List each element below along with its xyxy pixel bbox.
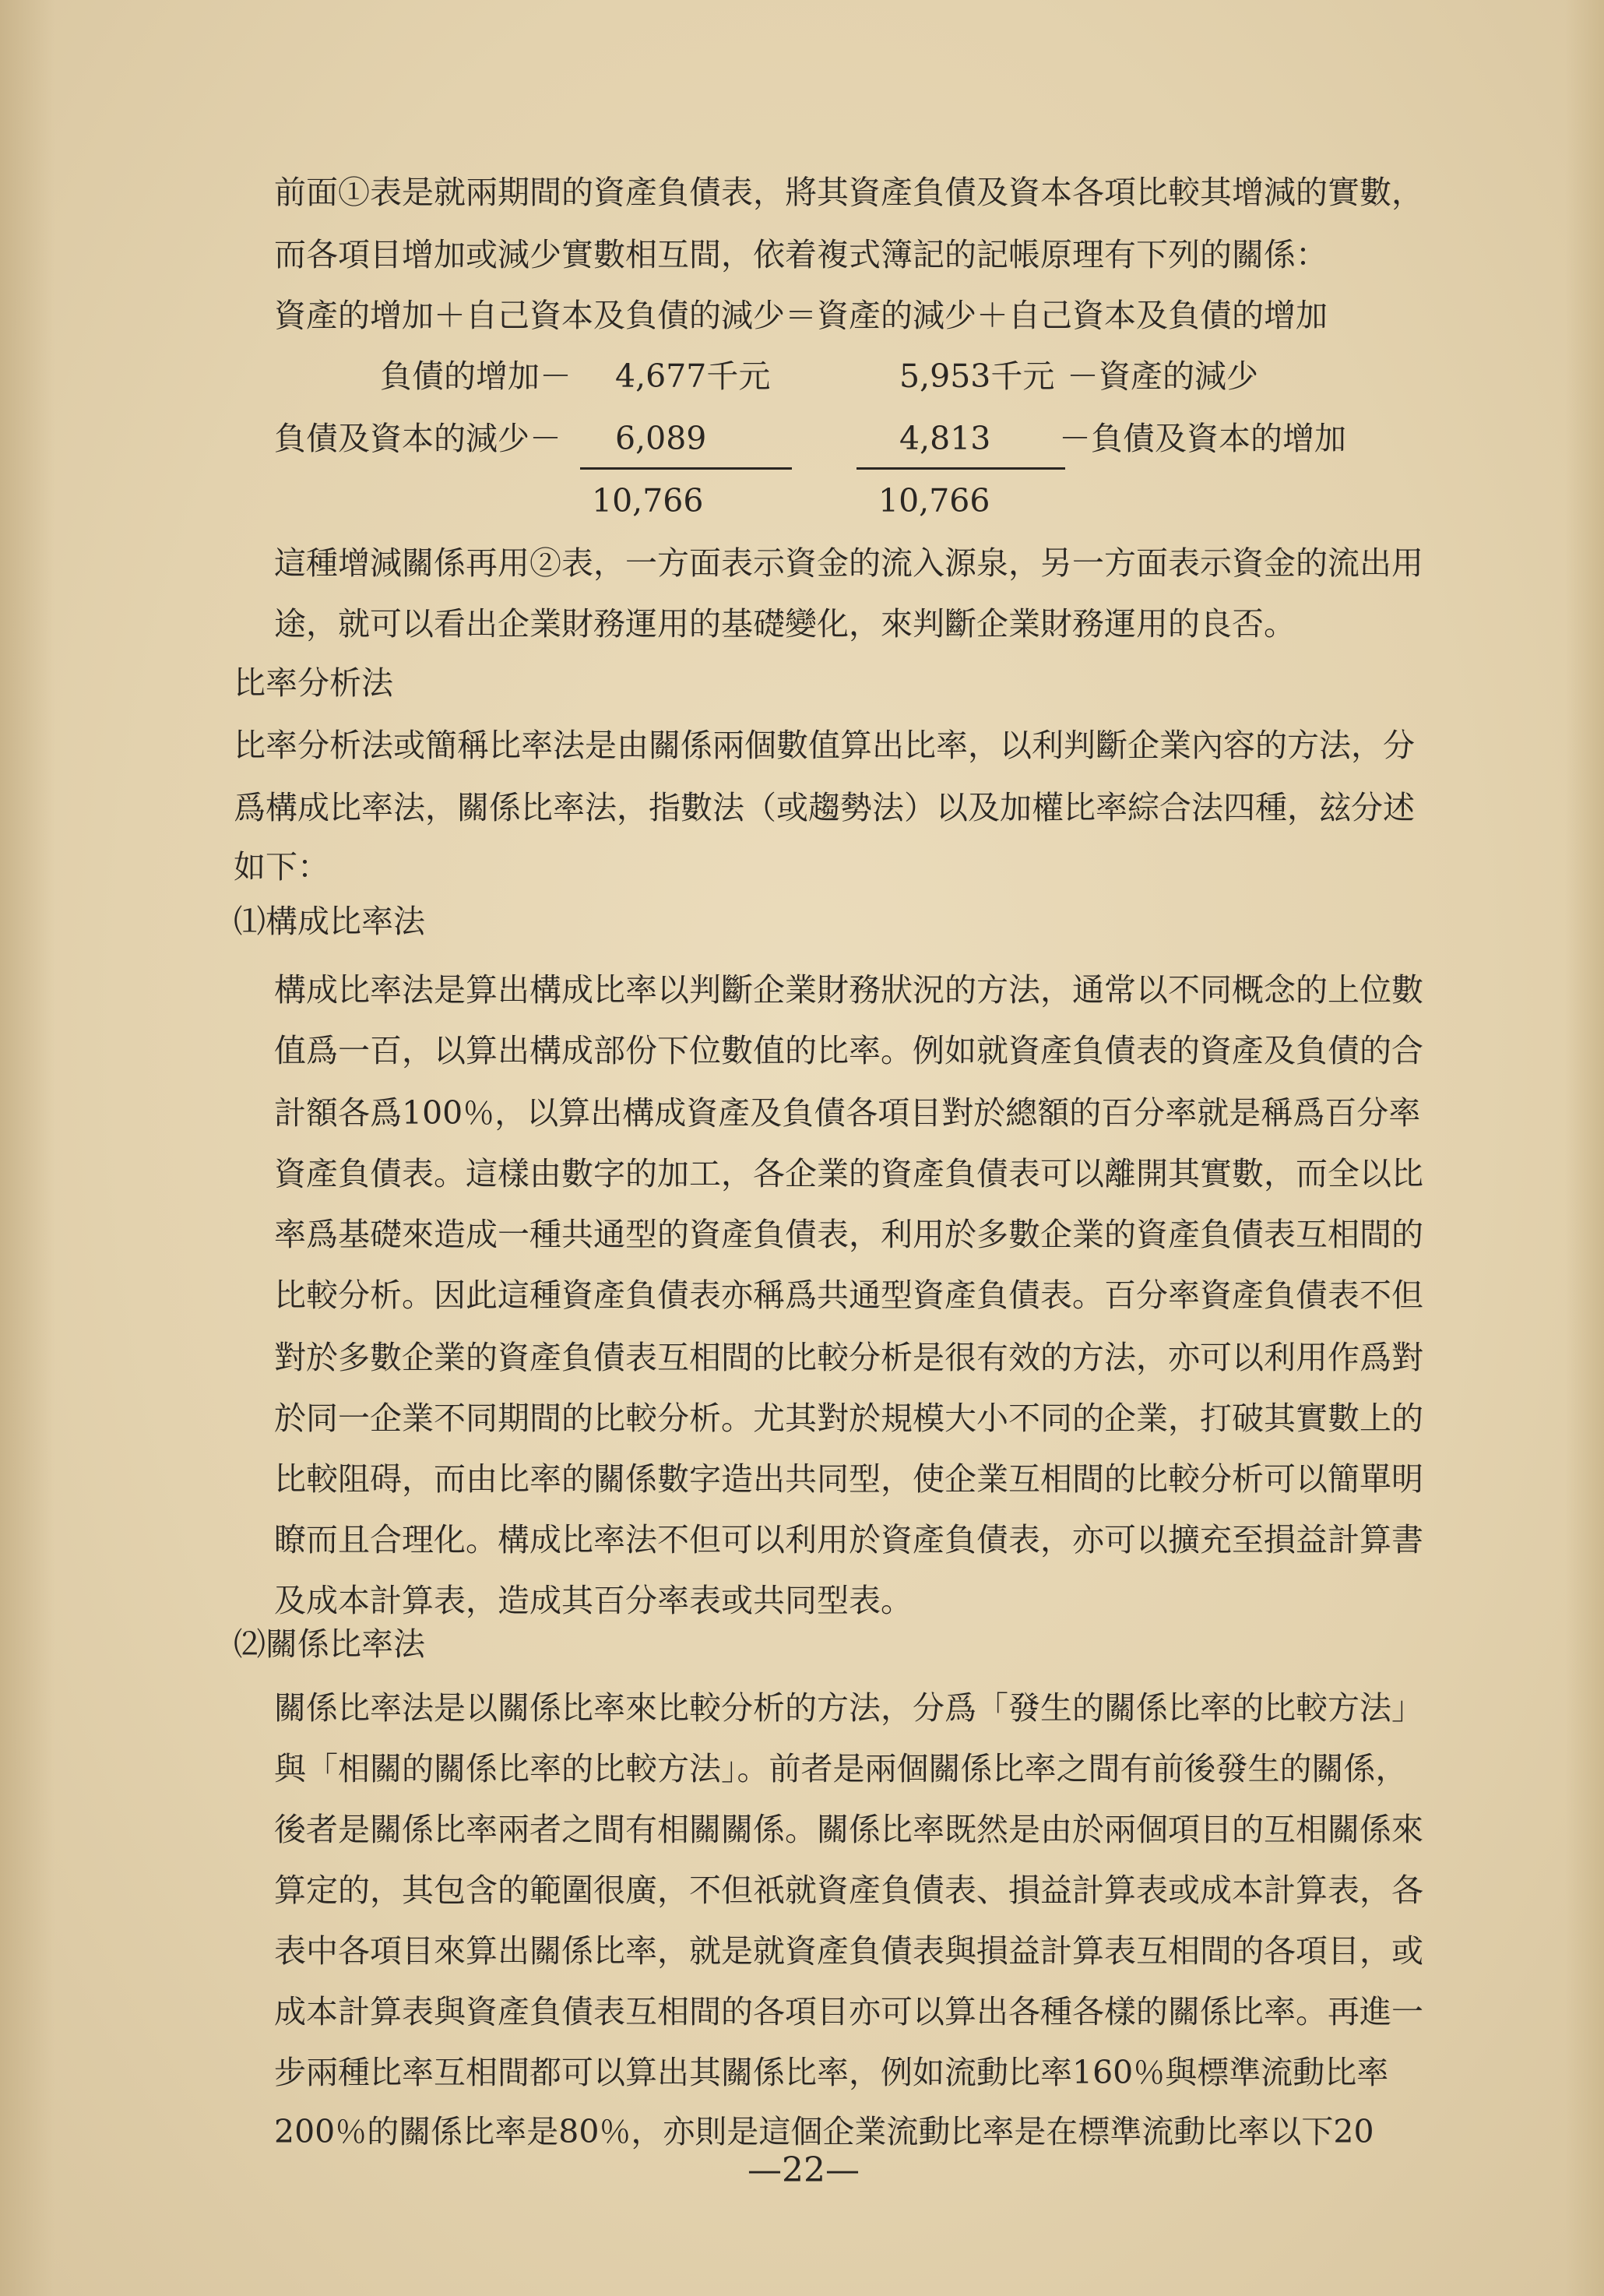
relation-line: 關係比率法是以關係比率來比較分析的方法，分爲「發生的關係比率的比較方法」 <box>274 1689 1423 1727</box>
section-heading-relation-ratio: ⑵關係比率法 <box>234 1625 425 1663</box>
eq-row1-right-value: 5,953千元 <box>899 357 1055 395</box>
composition-line: 對於多數企業的資產負債表互相間的比較分析是很有效的方法，亦可以利用作爲對 <box>274 1339 1423 1376</box>
sum-rule-right <box>857 467 1065 470</box>
composition-line: 構成比率法是算出構成比率以判斷企業財務狀況的方法，通常以不同概念的上位數 <box>274 971 1423 1009</box>
eq-row1-right-label: －資產的減少 <box>1067 357 1258 395</box>
composition-line: 計額各爲100％，以算出構成資產及負債各項目對於總額的百分率就是稱爲百分率 <box>274 1094 1421 1132</box>
eq-row2-left-label: 負債及資本的減少－ <box>274 420 561 457</box>
eq-total-right: 10,766 <box>878 482 990 519</box>
eq-row2-right-value: 4,813 <box>899 420 991 457</box>
eq-row1-left-value: 4,677千元 <box>615 357 771 395</box>
composition-line: 資產負債表。這樣由數字的加工，各企業的資產負債表可以離開其實數，而全以比 <box>274 1155 1423 1192</box>
para2-line-1: 這種增減關係再用②表，一方面表示資金的流入源泉，另一方面表示資金的流出用 <box>274 544 1423 582</box>
eq-total-left: 10,766 <box>592 482 704 519</box>
section-heading-ratio-analysis: 比率分析法 <box>234 664 393 702</box>
intro-line-2: 而各項目增加或減少實數相互間，依着複式簿記的記帳原理有下列的關係： <box>274 236 1328 273</box>
composition-line: 瞭而且合理化。構成比率法不但可以利用於資產負債表，亦可以擴充至損益計算書 <box>274 1521 1423 1558</box>
page-edge-shadow-left <box>0 0 55 2296</box>
para2-line-2: 途，就可以看出企業財務運用的基礎變化，來判斷企業財務運用的良否。 <box>274 605 1296 643</box>
eq-row2-right-label: －負債及資本的增加 <box>1059 420 1346 457</box>
page-number: —22— <box>747 2150 860 2190</box>
relation-line: 算定的，其包含的範圍很廣，不但祇就資產負債表、損益計算表或成本計算表，各 <box>274 1872 1423 1909</box>
relation-line: 成本計算表與資產負債表互相間的各項目亦可以算出各種各樣的關係比率。再進一 <box>274 1993 1423 2030</box>
composition-line: 及成本計算表，造成其百分率表或共同型表。 <box>274 1582 913 1619</box>
eq-row1-left-label: 負債的增加－ <box>380 357 572 395</box>
intro-line-3: 資產的增加＋自己資本及負債的減少＝資產的減少＋自己資本及負債的增加 <box>274 297 1328 334</box>
ratio-line-2: 爲構成比率法，關係比率法，指數法（或趨勢法）以及加權比率綜合法四種，玆分述 <box>234 789 1415 826</box>
composition-line: 於同一企業不同期間的比較分析。尤其對於規模大小不同的企業，打破其實數上的 <box>274 1400 1423 1437</box>
composition-line: 值爲一百，以算出構成部份下位數值的比率。例如就資產負債表的資產及負債的合 <box>274 1032 1423 1069</box>
composition-line: 比較阻碍，而由比率的關係數字造出共同型，使企業互相間的比較分析可以簡單明 <box>274 1460 1423 1498</box>
section-heading-composition-ratio: ⑴構成比率法 <box>234 903 425 940</box>
eq-row2-left-value: 6,089 <box>615 420 707 457</box>
sum-rule-left <box>580 467 792 470</box>
composition-line: 比較分析。因此這種資產負債表亦稱爲共通型資產負債表。百分率資產負債表不但 <box>274 1277 1423 1314</box>
ratio-line-1: 比率分析法或簡稱比率法是由關係兩個數值算出比率，以利判斷企業內容的方法，分 <box>234 727 1415 764</box>
relation-line: 200％的關係比率是80％，亦則是這個企業流動比率是在標準流動比率以下20 <box>274 2113 1374 2150</box>
relation-line: 表中各項目來算出關係比率，就是就資產負債表與損益計算表互相間的各項目，或 <box>274 1932 1423 1970</box>
relation-line: 步兩種比率互相間都可以算出其關係比率，例如流動比率160％與標準流動比率 <box>274 2054 1389 2091</box>
relation-line: 與「相關的關係比率的比較方法」。前者是兩個關係比率之間有前後發生的關係， <box>274 1750 1408 1787</box>
composition-line: 率爲基礎來造成一種共通型的資產負債表，利用於多數企業的資產負債表互相間的 <box>274 1216 1423 1253</box>
page-edge-shadow-right <box>1565 0 1604 2296</box>
intro-line-1: 前面①表是就兩期間的資產負債表，將其資產負債及資本各項比較其增減的實數， <box>274 174 1423 211</box>
relation-line: 後者是關係比率兩者之間有相關關係。關係比率既然是由於兩個項目的互相關係來 <box>274 1811 1423 1848</box>
ratio-line-3: 如下： <box>234 848 329 886</box>
